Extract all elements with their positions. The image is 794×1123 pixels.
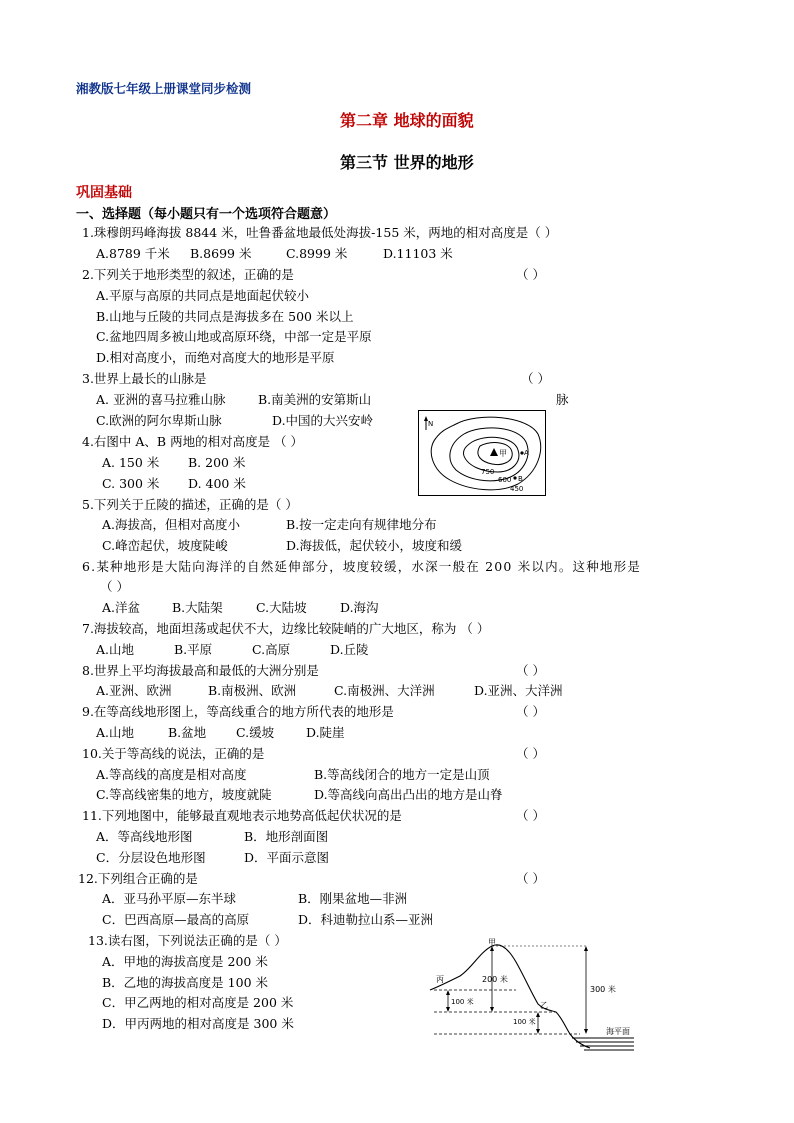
q6-option-b: B.大陆架 — [172, 600, 223, 615]
q8-option-a: A.亚洲、欧洲 — [96, 683, 172, 698]
q1-stem: 1.珠穆朗玛峰海拔 8844 米，吐鲁番盆地最低处海拔-155 米，两地的相对高度是（ ） — [82, 225, 558, 240]
q1-option-a: A.8789 千米 — [96, 246, 170, 261]
q12-option-d: D．科迪勒拉山系—亚洲 — [298, 912, 434, 927]
peak-label: 甲 — [499, 449, 507, 458]
q4-option-d: D. 400 米 — [188, 476, 246, 491]
q9-option-a: A.山地 — [96, 725, 135, 740]
q10-stem: 10.关于等高线的说法，正确的是 — [82, 746, 265, 761]
q4-stem: 4.右图中 A、B 两地的相对高度是 （ ） — [82, 434, 304, 449]
q11-option-d: D．平面示意图 — [244, 850, 330, 865]
q8-stem: 8.世界上平均海拔最高和最低的大洲分别是 — [82, 663, 319, 678]
q5-option-b: B.按一定走向有规律地分布 — [286, 517, 437, 532]
profile-300m-label: 300 米 — [590, 985, 616, 994]
part-heading: 一、选择题（每小题只有一个选项符合题意） — [76, 207, 337, 222]
q2-option-c: C.盆地四周多被山地或高原环绕，中部一定是平原 — [96, 329, 372, 344]
q1-option-c: C.8999 米 — [286, 246, 348, 261]
terrain-profile-figure — [420, 938, 640, 1058]
doc-header: 湘教版七年级上册课堂同步检测 — [76, 81, 252, 96]
q9-answer-paren: （ ） — [516, 704, 545, 719]
q12-option-b: B．刚果盆地—非洲 — [298, 891, 408, 906]
profile-100m-lower-label: 100 米 — [513, 1018, 536, 1026]
profile-200m-label: 200 米 — [482, 975, 508, 984]
q12-option-c: C．巴西高原—最高的高原 — [102, 912, 250, 927]
q12-stem: 12.下列组合正确的是 — [78, 871, 198, 886]
q6-stem: 6.某种地形是大陆向海洋的自然延伸部分，坡度较缓，水深一般在 200 米以内。这种地形是 — [82, 559, 642, 574]
q3-answer-paren: （ ） — [521, 371, 550, 386]
point-b-label: B — [518, 475, 523, 483]
q2-option-d: D.相对高度小，而绝对高度大的地形是平原 — [96, 350, 335, 365]
q9-option-d: D.陡崖 — [306, 725, 345, 740]
q7-option-c: C.高原 — [252, 642, 291, 657]
q5-option-a: A.海拔高，但相对高度小 — [102, 517, 241, 532]
q1-option-d: D.11103 米 — [383, 246, 453, 261]
contour-750-label: 750 — [481, 468, 495, 476]
q13-option-a: A．甲地的海拔高度是 200 米 — [102, 954, 268, 969]
profile-100m-upper-label: 100 米 — [451, 998, 474, 1006]
q8-answer-paren: （ ） — [516, 663, 545, 678]
q7-option-b: B.平原 — [174, 642, 213, 657]
q13-option-c: C．甲乙两地的相对高度是 200 米 — [102, 995, 294, 1010]
q6-option-a: A.洋盆 — [102, 600, 141, 615]
q4-option-a: A. 150 米 — [102, 455, 160, 470]
q9-option-b: B.盆地 — [168, 725, 207, 740]
contour-600-label: 600 — [498, 476, 512, 484]
q13-stem: 13.读右图，下列说法正确的是（ ） — [88, 933, 287, 948]
q9-option-c: C.缓坡 — [236, 725, 275, 740]
q6-option-d: D.海沟 — [340, 600, 379, 615]
contour-map-figure — [418, 410, 546, 496]
q5-stem: 5.下列关于丘陵的描述，正确的是（ ） — [82, 497, 298, 512]
q8-option-b: B.南极洲、欧洲 — [208, 683, 297, 698]
contour-450-label: 450 — [510, 485, 524, 493]
q3-option-d: D.中国的大兴安岭 — [272, 413, 374, 428]
q11-option-a: A．等高线地形图 — [96, 829, 193, 844]
q12-option-a: A．亚马孙平原—东半球 — [102, 891, 237, 906]
q7-option-a: A.山地 — [96, 642, 135, 657]
consolidate-heading: 巩固基础 — [76, 185, 132, 201]
q6-answer-paren: （ ） — [100, 579, 129, 594]
q2-answer-paren: （ ） — [516, 267, 545, 282]
q11-answer-paren: （ ） — [516, 808, 545, 823]
chapter-title: 第二章 地球的面貌 — [340, 111, 474, 130]
north-label: N — [428, 420, 434, 428]
q10-option-d: D.等高线向高出凸出的地方是山脊 — [314, 787, 503, 802]
q2-stem: 2.下列关于地形类型的叙述，正确的是 — [82, 267, 294, 282]
q3-stem: 3.世界上最长的山脉是 — [82, 371, 207, 386]
q8-option-d: D.亚洲、大洋洲 — [474, 683, 563, 698]
q3-option-c: C.欧洲的阿尔卑斯山脉 — [96, 413, 222, 428]
profile-bing-label: 丙 — [436, 975, 444, 984]
point-a-label: A — [524, 449, 529, 457]
q11-stem: 11.下列地图中，能够最直观地表示地势高低起伏状况的是 — [82, 808, 402, 823]
q3-option-b-tail: 脉 — [556, 392, 569, 407]
profile-sea-level-label: 海平面 — [606, 1027, 630, 1036]
q8-option-c: C.南极洲、大洋洲 — [334, 683, 435, 698]
q4-option-c: C. 300 米 — [102, 476, 160, 491]
q10-answer-paren: （ ） — [516, 746, 545, 761]
q3-option-a: A. 亚洲的喜马拉雅山脉 — [96, 392, 226, 407]
q7-stem: 7.海拔较高，地面坦荡或起伏不大，边缘比较陡峭的广大地区，称为 （ ） — [82, 621, 490, 636]
q1-option-b: B.8699 米 — [190, 246, 252, 261]
section-title: 第三节 世界的地形 — [340, 153, 474, 172]
q2-option-a: A.平原与高原的共同点是地面起伏较小 — [96, 288, 310, 303]
q12-answer-paren: （ ） — [516, 871, 545, 886]
q3-option-b: B.南美洲的安第斯山 — [258, 392, 372, 407]
q10-option-c: C.等高线密集的地方，坡度就陡 — [96, 787, 272, 802]
q2-option-b: B.山地与丘陵的共同点是海拔多在 500 米以上 — [96, 309, 354, 324]
q11-option-c: C．分层设色地形图 — [96, 850, 206, 865]
q5-option-d: D.海拔低，起伏较小，坡度和缓 — [286, 538, 463, 553]
q13-option-b: B．乙地的海拔高度是 100 米 — [102, 975, 268, 990]
q10-option-b: B.等高线闭合的地方一定是山顶 — [314, 767, 490, 782]
q13-option-d: D．甲丙两地的相对高度是 300 米 — [102, 1016, 294, 1031]
profile-yi-label: 乙 — [540, 1001, 548, 1010]
q5-option-c: C.峰峦起伏，坡度陡峻 — [102, 538, 228, 553]
q10-option-a: A.等高线的高度是相对高度 — [96, 767, 247, 782]
profile-jia-label: 甲 — [488, 938, 496, 947]
q9-stem: 9.在等高线地形图上，等高线重合的地方所代表的地形是 — [82, 704, 394, 719]
q4-option-b: B. 200 米 — [188, 455, 246, 470]
q11-option-b: B．地形剖面图 — [244, 829, 329, 844]
q6-option-c: C.大陆坡 — [256, 600, 307, 615]
q7-option-d: D.丘陵 — [330, 642, 369, 657]
